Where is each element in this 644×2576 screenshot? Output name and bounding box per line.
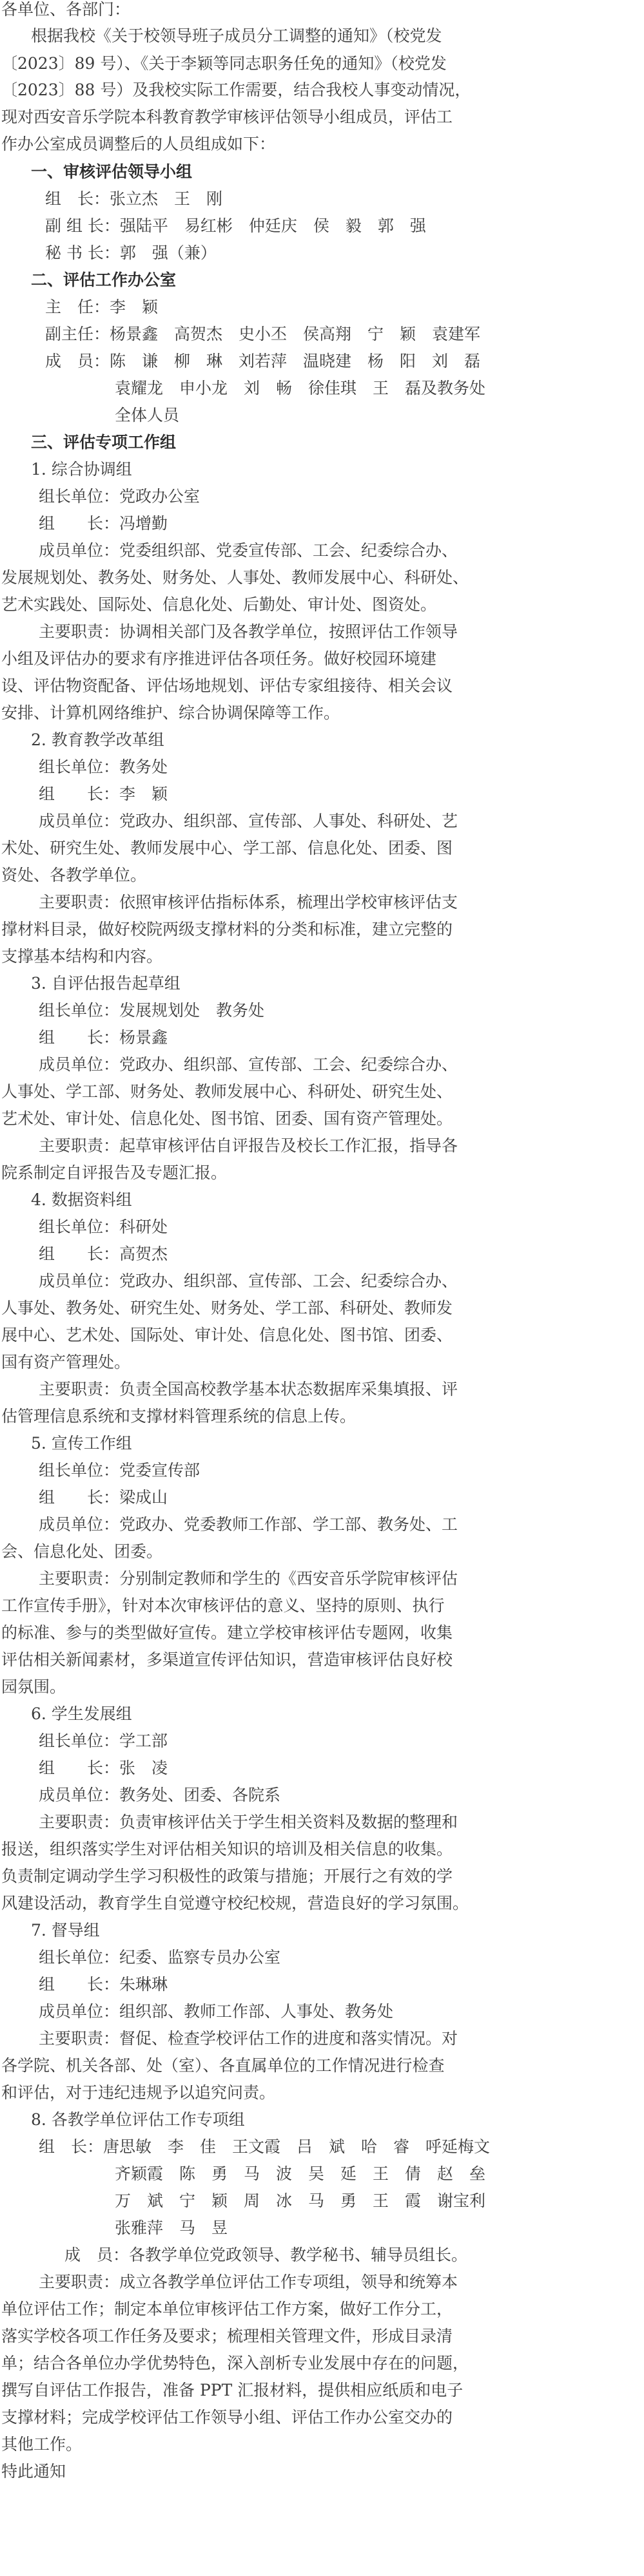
group-line: 其他工作。 bbox=[1, 2435, 83, 2454]
group-line: 安排、计算机网络维护、综合协调保障等工作。 bbox=[1, 703, 340, 722]
group-line: 组长单位：教务处 bbox=[39, 758, 168, 776]
group-line: 组长单位：纪委、监察专员办公室 bbox=[39, 1948, 281, 1967]
group-line: 主要职责：分别制定教师和学生的《西安音乐学院审核评估 bbox=[39, 1569, 458, 1588]
group-line: 成员单位：党政办、组织部、宣传部、工会、纪委综合办、 bbox=[39, 1272, 458, 1290]
group-line: 院系制定自评报告及专题汇报。 bbox=[1, 1163, 228, 1182]
group-line: 组 长：杨景鑫 bbox=[39, 1028, 168, 1047]
group-line: 组长单位：发展规划处 教务处 bbox=[39, 1001, 265, 1020]
group-line: 落实学校各项工作任务及要求；梳理相关管理文件，形成目录清 bbox=[1, 2327, 453, 2345]
member-line: 全体人员 bbox=[115, 406, 180, 425]
group-line: 成员单位：党委组织部、党委宣传部、工会、纪委综合办、 bbox=[39, 541, 458, 560]
group-line: 国有资产管理处。 bbox=[1, 1353, 131, 1371]
group-line: 报送，组织落实学生对评估相关知识的培训及相关信息的收集。 bbox=[1, 1840, 453, 1858]
group-line: 齐颖霞 陈 勇 马 波 吴 延 王 倩 赵 垒 bbox=[115, 2164, 486, 2183]
group-line: 主要职责：起草审核评估自评报告及校长工作汇报，指导各 bbox=[39, 1136, 458, 1155]
group-heading: 2. 教育教学改革组 bbox=[31, 730, 164, 749]
member-line: 袁耀龙 申小龙 刘 畅 徐佳琪 王 磊及教务处 bbox=[115, 379, 486, 397]
group-line: 各学院、机关各部、处（室）、各直属单位的工作情况进行检查 bbox=[1, 2056, 445, 2075]
group-line: 单位评估工作；制定本单位审核评估工作方案，做好工作分工， bbox=[1, 2300, 453, 2318]
group-heading: 8. 各教学单位评估工作专项组 bbox=[31, 2110, 245, 2129]
member-line: 副 组 长：强陆平 易红彬 仲廷庆 侯 毅 郭 强 bbox=[45, 216, 426, 235]
group-line: 组 长：唐思敏 李 佳 王文霞 吕 斌 哈 睿 呼延梅文 bbox=[39, 2137, 491, 2156]
group-heading: 3. 自评估报告起草组 bbox=[31, 974, 181, 993]
member-line: 主 任：李 颖 bbox=[45, 298, 159, 316]
group-heading: 4. 数据资料组 bbox=[31, 1190, 132, 1209]
group-line: 主要职责：依照审核评估指标体系，梳理出学校审核评估支 bbox=[39, 893, 458, 911]
group-line: 术处、研究生处、教师发展中心、学工部、信息化处、团委、图 bbox=[1, 839, 453, 857]
group-line: 组 长：冯增勤 bbox=[39, 514, 168, 533]
group-line: 撰写自评估工作报告，准备 PPT 汇报材料，提供相应纸质和电子 bbox=[1, 2381, 463, 2399]
group-line: 主要职责：成立各教学单位评估工作专项组，领导和统筹本 bbox=[39, 2273, 458, 2291]
group-line: 组 长：高贺杰 bbox=[39, 1245, 168, 1263]
group-line: 成 员：各教学单位党政领导、教学秘书、辅导员组长。 bbox=[64, 2246, 468, 2264]
group-heading: 5. 宣传工作组 bbox=[31, 1434, 132, 1453]
group-line: 组长单位：科研处 bbox=[39, 1217, 168, 1236]
group-line: 人事处、学工部、财务处、教师发展中心、科研处、研究生处、 bbox=[1, 1082, 453, 1101]
group-line: 发展规划处、教务处、财务处、人事处、教师发展中心、科研处、 bbox=[1, 568, 469, 587]
group-line: 园氛围。 bbox=[1, 1677, 66, 1696]
group-line: 组长单位：党政办公室 bbox=[39, 487, 200, 506]
group-line: 会、信息化处、团委。 bbox=[1, 1542, 163, 1561]
member-line: 组 长：张立杰 王 刚 bbox=[45, 189, 223, 208]
section-heading: 二、评估工作办公室 bbox=[31, 271, 177, 289]
group-line: 万 斌 宁 颖 周 冰 马 勇 王 霞 谢宝利 bbox=[115, 2191, 486, 2210]
salutation: 各单位、各部门： bbox=[1, 0, 131, 19]
group-line: 展中心、艺术处、国际处、审计处、信息化处、图书馆、团委、 bbox=[1, 1326, 453, 1344]
group-line: 成员单位：教务处、团委、各院系 bbox=[39, 1786, 281, 1804]
group-line: 艺术实践处、国际处、信息化处、后勤处、审计处、图资处。 bbox=[1, 595, 437, 614]
group-line: 成员单位：党政办、组织部、宣传部、工会、纪委综合办、 bbox=[39, 1055, 458, 1074]
intro-line: 〔2023〕88 号）及我校实际工作需要，结合我校人事变动情况， bbox=[1, 81, 471, 99]
group-line: 和评估，对于违纪违规予以追究问责。 bbox=[1, 2083, 276, 2102]
group-line: 组长单位：学工部 bbox=[39, 1732, 168, 1750]
group-line: 人事处、教务处、研究生处、财务处、学工部、科研处、教师发 bbox=[1, 1299, 453, 1317]
group-line: 成员单位：党政办、组织部、宣传部、人事处、科研处、艺 bbox=[39, 812, 458, 830]
group-heading: 7. 督导组 bbox=[31, 1921, 100, 1940]
intro-line: 〔2023〕89 号）、《关于李颖等同志职务任免的通知》（校党发 bbox=[1, 54, 447, 73]
group-line: 评估相关新闻素材，多渠道宣传评估知识，营造审核评估良好校 bbox=[1, 1650, 453, 1669]
group-line: 组长单位：党委宣传部 bbox=[39, 1461, 200, 1480]
group-heading: 1. 综合协调组 bbox=[31, 460, 132, 479]
group-line: 风建设活动，教育学生自觉遵守校纪校规，营造良好的学习氛围。 bbox=[1, 1894, 469, 1913]
group-line: 设、评估物资配备、评估场地规划、评估专家组接待、相关会议 bbox=[1, 676, 453, 695]
member-line: 成 员：陈 谦 柳 琳 刘若萍 温晓建 杨 阳 刘 磊 bbox=[45, 352, 481, 370]
group-line: 估管理信息系统和支撑材料管理系统的信息上传。 bbox=[1, 1407, 356, 1426]
group-line: 工作宣传手册》，针对本次审核评估的意义、坚持的原则、执行 bbox=[1, 1596, 445, 1615]
section-heading: 一、审核评估领导小组 bbox=[31, 162, 193, 181]
group-line: 张雅萍 马 昱 bbox=[115, 2218, 228, 2237]
group-line: 成员单位：组织部、教师工作部、人事处、教务处 bbox=[39, 2002, 394, 2021]
intro-line: 根据我校《关于校领导班子成员分工调整的通知》（校党发 bbox=[31, 26, 442, 45]
group-line: 组 长：梁成山 bbox=[39, 1488, 168, 1507]
group-line: 资处、各教学单位。 bbox=[1, 866, 147, 884]
group-line: 支撑材料；完成学校评估工作领导小组、评估工作办公室交办的 bbox=[1, 2408, 453, 2427]
intro-line: 现对西安音乐学院本科教育教学审核评估领导小组成员，评估工 bbox=[1, 108, 453, 126]
member-line: 副主任：杨景鑫 高贺杰 史小丕 侯高翔 宁 颖 袁建军 bbox=[45, 325, 481, 343]
group-line: 成员单位：党政办、党委教师工作部、学工部、教务处、工 bbox=[39, 1515, 458, 1534]
group-line: 特此通知 bbox=[1, 2462, 66, 2481]
group-line: 支撑基本结构和内容。 bbox=[1, 947, 163, 966]
group-line: 主要职责：负责全国高校教学基本状态数据库采集填报、评 bbox=[39, 1380, 458, 1398]
group-line: 小组及评估办的要求有序推进评估各项任务。做好校园环境建 bbox=[1, 649, 437, 668]
intro-line: 作办公室成员调整后的人员组成如下： bbox=[1, 135, 276, 153]
member-line: 秘 书 长：郭 强（兼） bbox=[45, 243, 217, 262]
group-line: 的标准、参与的类型做好宣传。建立学校审核评估专题网，收集 bbox=[1, 1623, 453, 1642]
group-line: 主要职责：督促、检查学校评估工作的进度和落实情况。对 bbox=[39, 2029, 458, 2048]
group-line: 撑材料目录，做好校院两级支撑材料的分类和标准，建立完整的 bbox=[1, 920, 453, 939]
group-line: 主要职责：负责审核评估关于学生相关资料及数据的整理和 bbox=[39, 1813, 458, 1831]
group-heading: 6. 学生发展组 bbox=[31, 1704, 132, 1723]
group-line: 组 长：李 颖 bbox=[39, 785, 168, 803]
group-line: 负责制定调动学生学习积极性的政策与措施；开展行之有效的学 bbox=[1, 1867, 453, 1885]
section-heading: 三、评估专项工作组 bbox=[31, 433, 177, 452]
group-line: 艺术处、审计处、信息化处、图书馆、团委、国有资产管理处。 bbox=[1, 1109, 453, 1128]
group-line: 单；结合各单位办学优势特色，深入剖析专业发展中存在的问题， bbox=[1, 2354, 469, 2372]
group-line: 主要职责：协调相关部门及各教学单位，按照评估工作领导 bbox=[39, 622, 458, 641]
group-line: 组 长：张 凌 bbox=[39, 1759, 168, 1777]
group-line: 组 长：朱琳琳 bbox=[39, 1975, 168, 1994]
